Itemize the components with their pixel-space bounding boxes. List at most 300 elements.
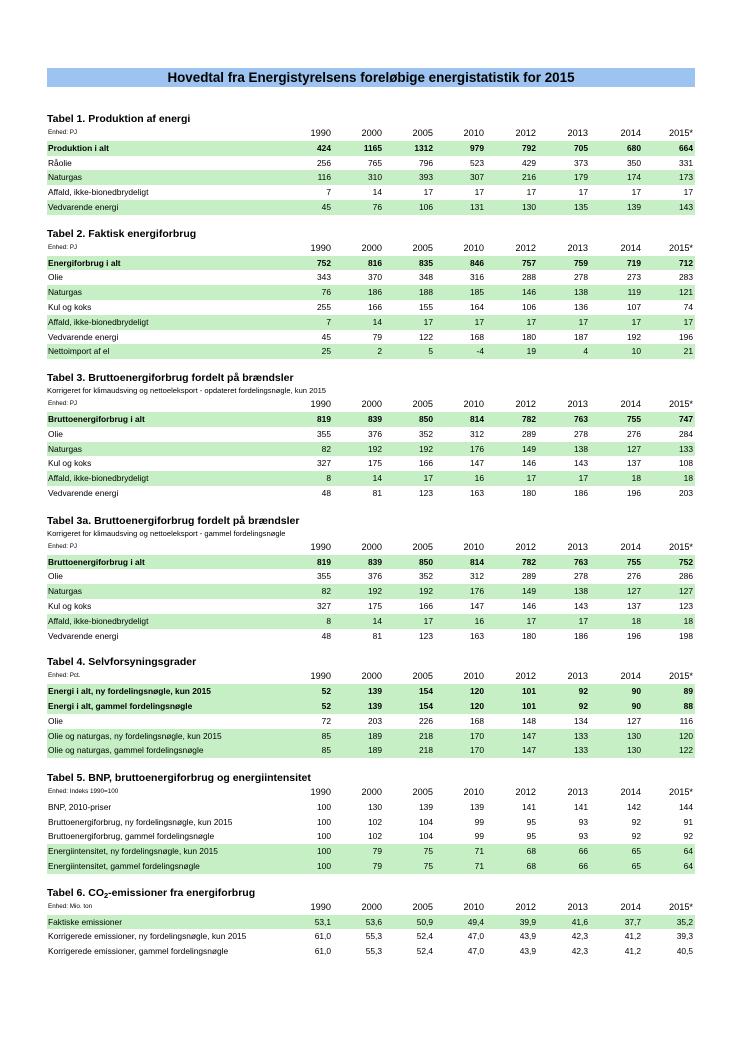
table-row <box>47 471 695 486</box>
table-cell: 123 <box>419 630 433 641</box>
table-cell: 189 <box>368 730 382 741</box>
year-header: 2015* <box>668 901 693 912</box>
table-cell: 173 <box>679 172 693 183</box>
table-cell: 179 <box>574 172 588 183</box>
table-cell: 393 <box>419 172 433 183</box>
table-cell: 343 <box>317 272 331 283</box>
year-header: 2014 <box>620 128 641 138</box>
table-cell: 759 <box>574 257 588 268</box>
year-header: 2015* <box>668 541 693 552</box>
table-cell: 92 <box>578 700 588 711</box>
table-cell: 66 <box>578 846 588 857</box>
table-cell: 216 <box>522 172 536 183</box>
row-label: Olie <box>48 428 63 439</box>
table-cell: 218 <box>419 730 433 741</box>
table-cell: 276 <box>627 571 641 582</box>
table-cell: 255 <box>317 301 331 312</box>
row-label: Bruttoenergiforbrug, gammel fordelingsnøgle <box>48 831 215 842</box>
table-cell: 41,2 <box>624 931 641 942</box>
table-cell: 712 <box>679 257 693 268</box>
row-label: Vedvarende energi <box>48 331 119 342</box>
table-cell: 127 <box>627 586 641 597</box>
table-cell: 42,3 <box>571 946 588 957</box>
table-row <box>47 427 695 442</box>
table-row <box>47 944 695 959</box>
row-label: Korrigerede emissioner, gammel fordelingsnøgle <box>48 946 229 957</box>
table-cell: 188 <box>419 287 433 298</box>
table-cell: 141 <box>522 801 536 812</box>
table-cell: 143 <box>574 600 588 611</box>
table-cell: 14 <box>372 316 382 327</box>
table-cell: 130 <box>368 801 382 812</box>
row-label: Bruttoenergiforbrug, ny fordelingsnøgle, kun 2015 <box>48 816 233 827</box>
table-header-row <box>47 669 695 684</box>
table-cell: 288 <box>522 272 536 283</box>
year-header: 2012 <box>515 128 536 138</box>
table-cell: 154 <box>419 686 433 697</box>
table-cell: 186 <box>574 630 588 641</box>
table-cell: 92 <box>631 831 641 842</box>
table-cell: 93 <box>578 831 588 842</box>
table-cell: 17 <box>683 316 693 327</box>
table-cell: 25 <box>321 346 331 357</box>
table-cell: 120 <box>679 730 693 741</box>
year-header: 2000 <box>361 671 382 682</box>
row-label: Kul og koks <box>48 458 92 469</box>
row-label: Olie <box>48 571 63 582</box>
table-row <box>47 569 695 584</box>
table-cell: 35,2 <box>676 916 693 927</box>
row-label: Kul og koks <box>48 600 92 611</box>
table-cell: 122 <box>419 331 433 342</box>
table-cell: 17 <box>474 187 484 198</box>
table-cell: 143 <box>679 201 693 212</box>
year-header: 2014 <box>620 671 641 682</box>
table-cell: 61,0 <box>314 931 331 942</box>
table-cell: 1165 <box>363 142 382 153</box>
table-cell: 186 <box>368 287 382 298</box>
table-cell: 1312 <box>414 142 433 153</box>
unit-label: Enhed: Pct. <box>48 672 81 680</box>
table-cell: 43,9 <box>519 946 536 957</box>
table-cell: 41,6 <box>571 916 588 927</box>
table-cell: 17 <box>423 473 433 484</box>
table-cell: 48 <box>321 630 331 641</box>
table-cell: 144 <box>679 801 693 812</box>
table-row <box>47 829 695 844</box>
table-cell: 312 <box>470 571 484 582</box>
table-cell: 108 <box>679 458 693 469</box>
row-label: Nettoimport af el <box>48 346 110 357</box>
row-label: Naturgas <box>48 586 82 597</box>
year-header: 2014 <box>620 242 641 253</box>
table-cell: 72 <box>321 715 331 726</box>
table-cell: 376 <box>368 428 382 439</box>
year-header: 2010 <box>463 242 484 253</box>
table-cell: 52,4 <box>416 931 433 942</box>
table-cell: 68 <box>526 846 536 857</box>
table-cell: 133 <box>574 730 588 741</box>
table-cell: 175 <box>368 458 382 469</box>
table-cell: 755 <box>627 556 641 567</box>
row-label: Vedvarende energi <box>48 630 119 641</box>
table-cell: 40,5 <box>676 946 693 957</box>
table-cell: 192 <box>419 586 433 597</box>
table-cell: 119 <box>627 287 641 298</box>
table-cell: 48 <box>321 487 331 498</box>
table-cell: 226 <box>419 715 433 726</box>
table-header-row <box>47 126 695 141</box>
tables-container <box>47 112 695 959</box>
table-cell: 192 <box>368 443 382 454</box>
row-label: Naturgas <box>48 287 82 298</box>
table-cell: 120 <box>470 686 484 697</box>
table-title <box>47 886 695 900</box>
table-cell: 146 <box>522 287 536 298</box>
table-cell: 75 <box>423 846 433 857</box>
table-header-row <box>47 900 695 915</box>
table-cell: 8 <box>326 473 331 484</box>
table-cell: 176 <box>470 586 484 597</box>
table-cell: 85 <box>321 730 331 741</box>
table-cell: 816 <box>368 257 382 268</box>
table-cell: 835 <box>419 257 433 268</box>
table-row <box>47 185 695 200</box>
table-row <box>47 555 695 570</box>
table-cell: 16 <box>474 473 484 484</box>
unit-label: Enhed: Indeks 1990=100 <box>48 788 119 796</box>
table-block <box>47 655 695 758</box>
year-header: 2014 <box>620 541 641 552</box>
table-cell: 763 <box>574 413 588 424</box>
table-row <box>47 743 695 758</box>
table-row <box>47 315 695 330</box>
table-cell: 327 <box>317 458 331 469</box>
table-cell: 138 <box>574 287 588 298</box>
table-cell: 170 <box>470 745 484 756</box>
year-header: 1990 <box>310 671 331 682</box>
table-cell: 90 <box>631 700 641 711</box>
row-label: Energi i alt, gammel fordelingsnøgle <box>48 700 193 711</box>
year-header: 2005 <box>412 399 433 410</box>
row-label: Olie <box>48 272 63 283</box>
table-title: Tabel 2. Faktisk energiforbrug <box>47 227 197 240</box>
table-row <box>47 412 695 427</box>
table-cell: 14 <box>372 187 382 198</box>
table-cell: 76 <box>372 201 382 212</box>
table-cell: 45 <box>321 201 331 212</box>
year-header: 2010 <box>463 541 484 552</box>
table-row <box>47 729 695 744</box>
table-cell: 123 <box>419 487 433 498</box>
table-row <box>47 915 695 930</box>
table-cell: 17 <box>631 316 641 327</box>
year-header: 2015* <box>668 671 693 682</box>
table-cell: 155 <box>419 301 433 312</box>
year-header: 2000 <box>361 399 382 410</box>
table-cell: 130 <box>627 745 641 756</box>
table-cell: 141 <box>574 801 588 812</box>
table-cell: 373 <box>574 157 588 168</box>
table-cell: 17 <box>578 187 588 198</box>
year-header: 2000 <box>361 128 382 138</box>
table-header-row <box>47 785 695 800</box>
table-title: Tabel 3. Bruttoenergiforbrug fordelt på brændsler <box>47 372 294 385</box>
year-header: 2000 <box>361 787 382 798</box>
table-cell: 123 <box>679 600 693 611</box>
table-cell: 139 <box>368 700 382 711</box>
document-title: Hovedtal fra Energistyrelsens foreløbige energistatistik for 2015 <box>47 68 695 87</box>
table-cell: 42,3 <box>571 931 588 942</box>
table-header-row <box>47 241 695 256</box>
table-cell: 39,3 <box>676 931 693 942</box>
table-cell: 7 <box>326 316 331 327</box>
table-cell: 192 <box>419 443 433 454</box>
table-cell: 180 <box>522 331 536 342</box>
table-cell: 192 <box>627 331 641 342</box>
year-header: 2014 <box>620 399 641 410</box>
year-header: 2013 <box>567 671 588 682</box>
table-cell: 138 <box>574 586 588 597</box>
table-cell: 782 <box>522 556 536 567</box>
table-cell: 850 <box>419 413 433 424</box>
year-header: 1990 <box>310 128 331 138</box>
table-row <box>47 442 695 457</box>
table-cell: 370 <box>368 272 382 283</box>
table-cell: 174 <box>627 172 641 183</box>
table-cell: 8 <box>326 615 331 626</box>
table-cell: 39,9 <box>519 916 536 927</box>
table-cell: 166 <box>368 301 382 312</box>
table-cell: 74 <box>683 301 693 312</box>
table-cell: 765 <box>368 157 382 168</box>
table-cell: 71 <box>474 846 484 857</box>
row-label: Vedvarende energi <box>48 487 119 498</box>
table-cell: 71 <box>474 861 484 872</box>
unit-label: Enhed: PJ <box>48 542 78 550</box>
year-header: 2005 <box>412 541 433 552</box>
table-cell: 82 <box>321 443 331 454</box>
table-cell: 327 <box>317 600 331 611</box>
table-cell: 664 <box>679 142 693 153</box>
table-row <box>47 156 695 171</box>
table-cell: 127 <box>627 443 641 454</box>
table-cell: 757 <box>522 257 536 268</box>
year-header: 2010 <box>463 901 484 912</box>
table-cell: 61,0 <box>314 946 331 957</box>
table-header-row <box>47 540 695 555</box>
unit-label: Enhed: PJ <box>48 129 78 136</box>
table-cell: 43,9 <box>519 931 536 942</box>
row-label: Kul og koks <box>48 301 92 312</box>
year-header: 2012 <box>515 787 536 798</box>
table-row <box>47 714 695 729</box>
table-cell: 135 <box>574 201 588 212</box>
table-cell: 747 <box>679 413 693 424</box>
table-cell: 180 <box>522 630 536 641</box>
year-header: 2015* <box>668 128 693 138</box>
table-cell: 4 <box>583 346 588 357</box>
table-cell: 149 <box>522 443 536 454</box>
year-header: 2010 <box>463 399 484 410</box>
table-cell: 100 <box>317 861 331 872</box>
table-cell: 16 <box>474 615 484 626</box>
row-label: Naturgas <box>48 172 82 183</box>
table-cell: 68 <box>526 861 536 872</box>
table-cell: 163 <box>470 630 484 641</box>
table-cell: 149 <box>522 586 536 597</box>
table-cell: 2 <box>377 346 382 357</box>
table-cell: 120 <box>470 700 484 711</box>
year-header: 2012 <box>515 242 536 253</box>
table-cell: 107 <box>627 301 641 312</box>
table-cell: 121 <box>679 287 693 298</box>
table-cell: 88 <box>683 700 693 711</box>
table-cell: 10 <box>631 346 641 357</box>
unit-label: Enhed: PJ <box>48 243 78 251</box>
table-cell: 92 <box>578 686 588 697</box>
table-block <box>47 514 695 644</box>
table-cell: 81 <box>372 630 382 641</box>
table-cell: 186 <box>574 487 588 498</box>
table-cell: 792 <box>522 142 536 153</box>
table-cell: 286 <box>679 571 693 582</box>
table-cell: 17 <box>474 316 484 327</box>
table-cell: 148 <box>522 715 536 726</box>
table-cell: 64 <box>683 861 693 872</box>
table-cell: 82 <box>321 586 331 597</box>
table-cell: 278 <box>574 272 588 283</box>
table-cell: 142 <box>627 801 641 812</box>
table-cell: 50,9 <box>416 916 433 927</box>
table-cell: 523 <box>470 157 484 168</box>
table-cell: 348 <box>419 272 433 283</box>
unit-label: Enhed: PJ <box>48 400 78 408</box>
table-cell: 17 <box>423 615 433 626</box>
table-cell: 102 <box>368 831 382 842</box>
table-cell: 276 <box>627 428 641 439</box>
table-cell: 104 <box>419 816 433 827</box>
row-label: Bruttoenergiforbrug i alt <box>48 413 145 424</box>
table-cell: 752 <box>317 257 331 268</box>
year-header: 2013 <box>567 128 588 138</box>
table-row <box>47 815 695 830</box>
table-cell: 168 <box>470 715 484 726</box>
table-cell: 21 <box>683 346 693 357</box>
table-row <box>47 456 695 471</box>
table-header-row <box>47 397 695 412</box>
year-header: 2010 <box>463 787 484 798</box>
table-cell: 355 <box>317 428 331 439</box>
table-cell: 37,7 <box>624 916 641 927</box>
table-cell: 5 <box>428 346 433 357</box>
table-cell: 218 <box>419 745 433 756</box>
table-cell: 116 <box>679 715 693 726</box>
year-header: 2013 <box>567 399 588 410</box>
table-cell: 17 <box>683 187 693 198</box>
table-cell: 79 <box>372 331 382 342</box>
table-title: Tabel 4. Selvforsyningsgrader <box>47 656 197 669</box>
table-cell: 719 <box>627 257 641 268</box>
table-row <box>47 859 695 874</box>
table-row <box>47 629 695 644</box>
table-cell: 180 <box>522 487 536 498</box>
table-cell: 166 <box>419 458 433 469</box>
table-cell: 102 <box>368 816 382 827</box>
table-cell: 134 <box>574 715 588 726</box>
table-cell: 310 <box>368 172 382 183</box>
table-cell: 256 <box>317 157 331 168</box>
table-cell: 53,1 <box>314 916 331 927</box>
table-cell: 705 <box>574 142 588 153</box>
table-cell: 101 <box>522 700 536 711</box>
table-cell: 979 <box>470 142 484 153</box>
table-cell: 99 <box>474 816 484 827</box>
table-title-text: -emissioner fra energiforbrug <box>108 886 256 899</box>
table-cell: 53,6 <box>365 916 382 927</box>
table-cell: 18 <box>631 615 641 626</box>
table-title: Tabel 3a. Bruttoenergiforbrug fordelt på brændsler <box>47 514 300 527</box>
table-title-subscript: 2 <box>104 890 109 900</box>
table-cell: 355 <box>317 571 331 582</box>
table-cell: 192 <box>368 586 382 597</box>
table-row <box>47 599 695 614</box>
table-cell: 100 <box>317 801 331 812</box>
table-row <box>47 584 695 599</box>
row-label: Energiintensitet, gammel fordelingsnøgle <box>48 861 200 872</box>
table-cell: 814 <box>470 413 484 424</box>
row-label: Faktiske emissioner <box>48 916 123 927</box>
table-cell: 163 <box>470 487 484 498</box>
document-page <box>47 68 695 959</box>
table-cell: 17 <box>578 473 588 484</box>
table-cell: 65 <box>631 861 641 872</box>
table-cell: 75 <box>423 861 433 872</box>
table-cell: 146 <box>522 458 536 469</box>
row-label: Olie og naturgas, gammel fordelingsnøgle <box>48 745 204 756</box>
table-cell: 196 <box>627 487 641 498</box>
table-cell: 814 <box>470 556 484 567</box>
year-header: 2005 <box>412 671 433 682</box>
year-header: 1990 <box>310 399 331 410</box>
table-cell: 18 <box>683 615 693 626</box>
table-cell: 136 <box>574 301 588 312</box>
table-cell: 131 <box>470 201 484 212</box>
table-cell: 116 <box>317 172 331 183</box>
table-cell: 137 <box>627 600 641 611</box>
table-cell: 130 <box>522 201 536 212</box>
table-cell: 312 <box>470 428 484 439</box>
table-cell: 14 <box>372 473 382 484</box>
table-subtitle: Korrigeret for klimaudsving og nettoeleksport - gammel fordelingsnøgle <box>47 528 286 538</box>
table-cell: 93 <box>578 816 588 827</box>
row-label: Affald, ikke-bionedbrydeligt <box>48 316 149 327</box>
year-header: 2013 <box>567 242 588 253</box>
table-cell: 106 <box>419 201 433 212</box>
table-cell: 166 <box>419 600 433 611</box>
table-row <box>47 330 695 345</box>
table-block <box>47 227 695 359</box>
table-cell: 139 <box>368 686 382 697</box>
year-header: 2010 <box>463 671 484 682</box>
table-cell: 52,4 <box>416 946 433 957</box>
table-cell: 273 <box>627 272 641 283</box>
table-cell: 79 <box>372 846 382 857</box>
year-header: 2000 <box>361 541 382 552</box>
table-cell: 81 <box>372 487 382 498</box>
table-cell: 350 <box>627 157 641 168</box>
year-header: 2015* <box>668 242 693 253</box>
